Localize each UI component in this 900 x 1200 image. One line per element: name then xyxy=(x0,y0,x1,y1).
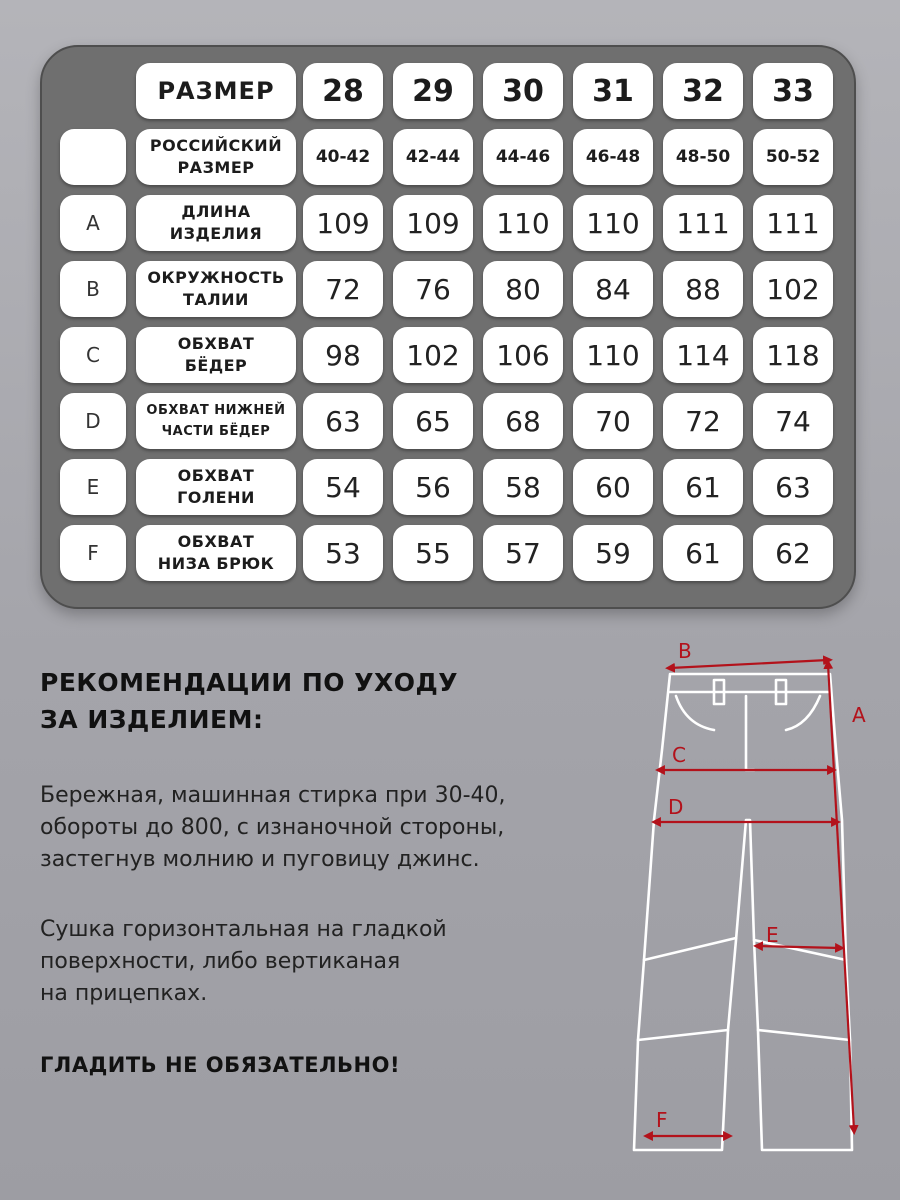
size-header-value: 29 xyxy=(412,73,454,109)
care-title-line1: РЕКОМЕНДАЦИИ ПО УХОДУ xyxy=(40,668,459,697)
measurement-value: 63 xyxy=(775,470,811,504)
measurement-value: 65 xyxy=(415,404,451,438)
measurement-value: 111 xyxy=(676,206,730,240)
param-label-text xyxy=(146,400,285,442)
row-letter-cell xyxy=(60,261,126,317)
measurement-cell xyxy=(753,195,833,251)
param-label-cell xyxy=(136,525,296,581)
measurement-value: 63 xyxy=(325,404,361,438)
measurement-value: 109 xyxy=(406,206,460,240)
label-e: E xyxy=(766,923,779,947)
size-header-cell xyxy=(753,63,833,119)
pants-measurement-diagram xyxy=(630,630,900,1190)
param-label-text xyxy=(147,267,284,311)
russian-size-cell xyxy=(663,129,743,185)
measurement-cell xyxy=(663,195,743,251)
row-letter: B xyxy=(86,277,100,301)
dry-line3: на прицепках. xyxy=(40,981,208,1006)
label-c: C xyxy=(672,743,686,767)
measurement-cell xyxy=(393,393,473,449)
label-d: D xyxy=(668,795,684,819)
measurement-cell xyxy=(303,393,383,449)
measurement-value: 110 xyxy=(496,206,550,240)
label-b: B xyxy=(678,639,692,663)
measurement-cell xyxy=(753,327,833,383)
measurement-value: 61 xyxy=(685,470,721,504)
row-letter-cell xyxy=(60,459,126,515)
measurement-value: 70 xyxy=(595,404,631,438)
label-f: F xyxy=(656,1108,668,1132)
measurement-cell xyxy=(483,327,563,383)
measurement-value: 114 xyxy=(676,338,730,372)
measurement-cell xyxy=(663,261,743,317)
measurement-cell xyxy=(753,393,833,449)
russian-size-cell xyxy=(483,129,563,185)
param-label-line2: ГОЛЕНИ xyxy=(177,488,255,507)
size-header-label xyxy=(136,63,296,119)
size-header-cell xyxy=(663,63,743,119)
measurement-cell xyxy=(303,327,383,383)
row-letter: D xyxy=(85,409,101,433)
dry-instructions xyxy=(40,914,620,1010)
russian-size-value: 40-42 xyxy=(315,147,371,167)
param-label-line2: ИЗДЕЛИЯ xyxy=(169,224,263,243)
wash-line3: застегнув молнию и пуговицу джинс. xyxy=(40,847,480,872)
param-label-line1: ОКРУЖНОСТЬ xyxy=(147,268,285,287)
measurement-cell xyxy=(663,525,743,581)
measurement-value: 57 xyxy=(505,536,541,570)
measurement-value: 102 xyxy=(406,338,460,372)
param-label-text xyxy=(158,531,274,575)
wash-line2: обороты до 800, с изнаночной стороны, xyxy=(40,815,505,840)
measurement-value: 68 xyxy=(505,404,541,438)
blank-letter-cell xyxy=(60,129,126,185)
russian-size-value: 44-46 xyxy=(495,147,551,167)
measurement-cell xyxy=(663,327,743,383)
measurement-cell xyxy=(753,261,833,317)
measurement-cell xyxy=(573,525,653,581)
measurement-cell xyxy=(393,327,473,383)
param-label-line1: ДЛИНА xyxy=(181,202,251,221)
measurement-cell xyxy=(753,459,833,515)
size-header-text: РАЗМЕР xyxy=(157,77,275,105)
row-letter: A xyxy=(86,211,100,235)
measurement-cell xyxy=(663,459,743,515)
row-letter-cell xyxy=(60,327,126,383)
measurement-value: 74 xyxy=(775,404,811,438)
measure-b-line xyxy=(670,660,828,668)
measurement-value: 106 xyxy=(496,338,550,372)
measurement-cell xyxy=(573,393,653,449)
measurement-cell xyxy=(663,393,743,449)
measurement-value: 59 xyxy=(595,536,631,570)
measurement-cell xyxy=(573,261,653,317)
measurement-cell xyxy=(483,459,563,515)
measurement-cell xyxy=(393,459,473,515)
measurement-value: 56 xyxy=(415,470,451,504)
row-letter: C xyxy=(86,343,100,367)
russian-size-label-text xyxy=(150,135,282,179)
row-letter: F xyxy=(87,541,99,565)
param-label-cell xyxy=(136,393,296,449)
param-label-cell xyxy=(136,195,296,251)
russian-size-label-line2: РАЗМЕР xyxy=(177,158,255,177)
measurement-cell xyxy=(573,459,653,515)
russian-size-cell xyxy=(393,129,473,185)
measurement-cell xyxy=(303,525,383,581)
size-header-cell xyxy=(483,63,563,119)
care-title-line2: ЗА ИЗДЕЛИЕМ: xyxy=(40,705,264,734)
measurement-value: 110 xyxy=(586,338,640,372)
care-title xyxy=(40,664,600,738)
russian-size-cell xyxy=(753,129,833,185)
measurement-value: 53 xyxy=(325,536,361,570)
size-header-value: 28 xyxy=(322,73,364,109)
param-label-line2: ТАЛИИ xyxy=(183,290,249,309)
measurement-value: 111 xyxy=(766,206,820,240)
measurement-cell xyxy=(303,459,383,515)
param-label-cell xyxy=(136,327,296,383)
measurement-value: 60 xyxy=(595,470,631,504)
size-header-value: 31 xyxy=(592,73,634,109)
russian-size-value: 42-44 xyxy=(405,147,461,167)
size-header-cell xyxy=(303,63,383,119)
iron-note: ГЛАДИТЬ НЕ ОБЯЗАТЕЛЬНО! xyxy=(40,1053,401,1077)
size-header-value: 30 xyxy=(502,73,544,109)
row-letter-cell xyxy=(60,195,126,251)
measure-lines xyxy=(648,660,854,1136)
measurement-value: 110 xyxy=(586,206,640,240)
measurement-cell xyxy=(483,261,563,317)
size-header-cell xyxy=(393,63,473,119)
measurement-value: 54 xyxy=(325,470,361,504)
measurement-value: 98 xyxy=(325,338,361,372)
dry-line1: Сушка горизонтальная на гладкой xyxy=(40,917,447,942)
measurement-cell xyxy=(303,195,383,251)
row-letter-cell xyxy=(60,393,126,449)
measurement-value: 72 xyxy=(685,404,721,438)
param-label-line2: НИЗА БРЮК xyxy=(157,554,275,573)
measurement-cell xyxy=(573,195,653,251)
wash-instructions xyxy=(40,780,620,876)
russian-size-label xyxy=(136,129,296,185)
pants-outline-icon xyxy=(634,674,852,1150)
param-label-cell xyxy=(136,261,296,317)
measurement-cell xyxy=(303,261,383,317)
measurement-cell xyxy=(393,195,473,251)
param-label-text xyxy=(177,465,255,509)
param-label-cell xyxy=(136,459,296,515)
russian-size-value: 50-52 xyxy=(765,147,821,167)
russian-size-cell xyxy=(303,129,383,185)
measurement-value: 109 xyxy=(316,206,370,240)
measure-a-line xyxy=(828,664,854,1130)
measurement-value: 118 xyxy=(766,338,820,372)
param-label-line1: ОБХВАТ НИЖНЕЙ xyxy=(146,403,286,418)
measurement-value: 84 xyxy=(595,272,631,306)
russian-size-value: 48-50 xyxy=(675,147,731,167)
measurement-value: 55 xyxy=(415,536,451,570)
size-header-cell xyxy=(573,63,653,119)
measurement-cell xyxy=(393,525,473,581)
russian-size-cell xyxy=(573,129,653,185)
measurement-value: 76 xyxy=(415,272,451,306)
label-a: A xyxy=(852,703,866,727)
measurement-cell xyxy=(393,261,473,317)
measurement-value: 88 xyxy=(685,272,721,306)
row-letter-cell xyxy=(60,525,126,581)
measurement-cell xyxy=(753,525,833,581)
row-letter: E xyxy=(86,475,100,499)
param-label-line1: ОБХВАТ xyxy=(177,466,255,485)
size-header-value: 33 xyxy=(772,73,814,109)
measurement-cell xyxy=(483,195,563,251)
param-label-line1: ОБХВАТ xyxy=(177,532,255,551)
param-label-line2: БЁДЕР xyxy=(184,356,248,375)
measurement-cell xyxy=(573,327,653,383)
size-header-value: 32 xyxy=(682,73,724,109)
param-label-text xyxy=(170,201,262,245)
measurement-value: 58 xyxy=(505,470,541,504)
measurement-cell xyxy=(483,525,563,581)
measurement-value: 102 xyxy=(766,272,820,306)
dry-line2: поверхности, либо вертиканая xyxy=(40,949,401,974)
param-label-line2: ЧАСТИ БЁДЕР xyxy=(161,424,271,439)
measurement-value: 80 xyxy=(505,272,541,306)
russian-size-label-line1: РОССИЙСКИЙ xyxy=(149,136,283,155)
measurement-value: 72 xyxy=(325,272,361,306)
russian-size-value: 46-48 xyxy=(585,147,641,167)
param-label-text xyxy=(178,333,255,377)
measurement-value: 62 xyxy=(775,536,811,570)
wash-line1: Бережная, машинная стирка при 30-40, xyxy=(40,783,506,808)
param-label-line1: ОБХВАТ xyxy=(177,334,255,353)
measurement-value: 61 xyxy=(685,536,721,570)
measurement-cell xyxy=(483,393,563,449)
